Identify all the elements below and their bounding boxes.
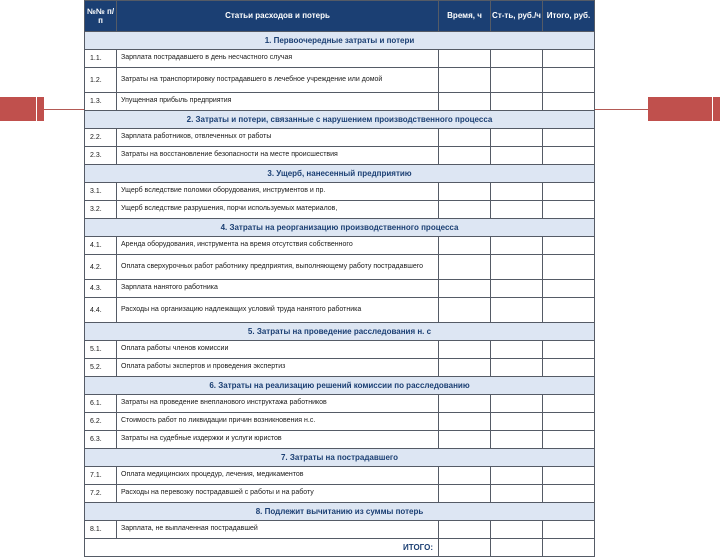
- total-label: ИТОГО:: [85, 539, 439, 557]
- row-text: Стоимость работ по ликвидации причин возникновения н.с.: [117, 413, 439, 431]
- row-text: Затраты на судебные издержки и услуги юристов: [117, 431, 439, 449]
- total-cell[interactable]: [543, 237, 595, 255]
- section-row: [85, 111, 595, 129]
- total-cell[interactable]: [543, 395, 595, 413]
- total-cell[interactable]: [543, 280, 595, 298]
- table-row: [85, 341, 595, 359]
- table-row: [85, 129, 595, 147]
- section-title: 5. Затраты на проведение расследования н. с: [85, 323, 595, 341]
- section-title: 8. Подлежит вычитанию из суммы потерь: [85, 503, 595, 521]
- header-rate: Ст-ть, руб./ч: [491, 1, 543, 32]
- row-text: Расходы на перевозку пострадавшей с работы и на работу: [117, 485, 439, 503]
- accent-tick: [712, 97, 713, 121]
- row-text: Аренда оборудования, инструмента на время отсутствия собственного: [117, 237, 439, 255]
- accent-bar-left: [0, 97, 44, 121]
- table-header-row: [85, 1, 595, 32]
- time-cell[interactable]: [439, 395, 491, 413]
- section-row: [85, 165, 595, 183]
- row-text: Расходы на организацию надлежащих условий труда нанятого работника: [117, 298, 439, 323]
- rate-cell[interactable]: [491, 413, 543, 431]
- time-cell[interactable]: [439, 359, 491, 377]
- header-time: Время, ч: [439, 1, 491, 32]
- row-num: 1.2.: [85, 68, 117, 93]
- row-text: Ущерб вследствие поломки оборудования, инструментов и пр.: [117, 183, 439, 201]
- table-row: [85, 201, 595, 219]
- row-num: 3.1.: [85, 183, 117, 201]
- section-row: [85, 32, 595, 50]
- total-cell[interactable]: [543, 129, 595, 147]
- table-row: [85, 395, 595, 413]
- table-row: [85, 521, 595, 539]
- row-num: 4.2.: [85, 255, 117, 280]
- rate-cell[interactable]: [491, 93, 543, 111]
- rate-cell[interactable]: [491, 395, 543, 413]
- rate-cell[interactable]: [491, 298, 543, 323]
- row-text: Оплата сверхурочных работ работнику предприятия, выполняющему работу пострадавшего: [117, 255, 439, 280]
- section-row: [85, 449, 595, 467]
- row-text: Затраты на восстановление безопасности на месте происшествия: [117, 147, 439, 165]
- cost-table: [84, 0, 595, 557]
- total-cell[interactable]: [543, 298, 595, 323]
- rate-cell[interactable]: [491, 467, 543, 485]
- rate-cell[interactable]: [491, 521, 543, 539]
- total-cell[interactable]: [543, 485, 595, 503]
- table-row: [85, 50, 595, 68]
- total-cell[interactable]: [543, 147, 595, 165]
- total-cell[interactable]: [543, 359, 595, 377]
- time-cell[interactable]: [439, 93, 491, 111]
- row-num: 6.3.: [85, 431, 117, 449]
- table-row: [85, 280, 595, 298]
- row-num: 2.3.: [85, 147, 117, 165]
- accent-bar-right: [648, 97, 720, 121]
- time-cell[interactable]: [439, 298, 491, 323]
- total-cell[interactable]: [543, 431, 595, 449]
- table-row: [85, 183, 595, 201]
- row-text: Затраты на проведение внепланового инструктажа работников: [117, 395, 439, 413]
- time-cell[interactable]: [439, 50, 491, 68]
- row-text: Оплата работы экспертов и проведения экспертиз: [117, 359, 439, 377]
- time-cell[interactable]: [439, 201, 491, 219]
- total-cell[interactable]: [543, 201, 595, 219]
- rate-cell[interactable]: [491, 359, 543, 377]
- total-time-cell[interactable]: [439, 539, 491, 557]
- rate-cell[interactable]: [491, 183, 543, 201]
- time-cell[interactable]: [439, 413, 491, 431]
- rate-cell[interactable]: [491, 201, 543, 219]
- header-title: Статьи расходов и потерь: [117, 1, 439, 32]
- total-rate-cell[interactable]: [491, 539, 543, 557]
- rate-cell[interactable]: [491, 485, 543, 503]
- rate-cell[interactable]: [491, 237, 543, 255]
- section-row: [85, 377, 595, 395]
- accent-line-left: [44, 109, 84, 110]
- row-text: Оплата медицинских процедур, лечения, медикаментов: [117, 467, 439, 485]
- row-text: Упущенная прибыль предприятия: [117, 93, 439, 111]
- table-row: [85, 467, 595, 485]
- row-num: 6.1.: [85, 395, 117, 413]
- row-num: 1.3.: [85, 93, 117, 111]
- section-title: 2. Затраты и потери, связанные с нарушением производственного процесса: [85, 111, 595, 129]
- time-cell[interactable]: [439, 147, 491, 165]
- rate-cell[interactable]: [491, 341, 543, 359]
- row-num: 7.2.: [85, 485, 117, 503]
- rate-cell[interactable]: [491, 431, 543, 449]
- time-cell[interactable]: [439, 237, 491, 255]
- row-num: 1.1.: [85, 50, 117, 68]
- time-cell[interactable]: [439, 129, 491, 147]
- table-row: [85, 237, 595, 255]
- table-row: [85, 147, 595, 165]
- section-title: 7. Затраты на пострадавшего: [85, 449, 595, 467]
- table-row: [85, 298, 595, 323]
- time-cell[interactable]: [439, 183, 491, 201]
- section-row: [85, 503, 595, 521]
- table-row: [85, 255, 595, 280]
- rate-cell[interactable]: [491, 50, 543, 68]
- accent-line-right: [594, 109, 648, 110]
- rate-cell[interactable]: [491, 280, 543, 298]
- row-text: Зарплата работников, отвлеченных от работы: [117, 129, 439, 147]
- row-text: Оплата работы членов комиссии: [117, 341, 439, 359]
- grand-total-cell[interactable]: [543, 539, 595, 557]
- total-cell[interactable]: [543, 68, 595, 93]
- row-num: 4.3.: [85, 280, 117, 298]
- row-text: Зарплата, не выплаченная пострадавшей: [117, 521, 439, 539]
- total-cell[interactable]: [543, 50, 595, 68]
- total-cell[interactable]: [543, 413, 595, 431]
- row-text: Зарплата нанятого работника: [117, 280, 439, 298]
- total-cell[interactable]: [543, 467, 595, 485]
- table-row: [85, 68, 595, 93]
- time-cell[interactable]: [439, 485, 491, 503]
- table-row: [85, 359, 595, 377]
- rate-cell[interactable]: [491, 129, 543, 147]
- row-num: 7.1.: [85, 467, 117, 485]
- time-cell[interactable]: [439, 341, 491, 359]
- total-cell[interactable]: [543, 93, 595, 111]
- row-num: 8.1.: [85, 521, 117, 539]
- time-cell[interactable]: [439, 280, 491, 298]
- rate-cell[interactable]: [491, 68, 543, 93]
- header-total: Итого, руб.: [543, 1, 595, 32]
- row-num: 3.2.: [85, 201, 117, 219]
- rate-cell[interactable]: [491, 147, 543, 165]
- row-num: 4.4.: [85, 298, 117, 323]
- total-cell[interactable]: [543, 183, 595, 201]
- header-num: №№ п/п: [85, 1, 117, 32]
- table-row: [85, 431, 595, 449]
- total-cell[interactable]: [543, 255, 595, 280]
- row-text: Зарплата пострадавшего в день несчастного случая: [117, 50, 439, 68]
- time-cell[interactable]: [439, 255, 491, 280]
- time-cell[interactable]: [439, 68, 491, 93]
- time-cell[interactable]: [439, 521, 491, 539]
- total-cell[interactable]: [543, 521, 595, 539]
- section-row: [85, 219, 595, 237]
- table-row: [85, 485, 595, 503]
- row-text: Ущерб вследствие разрушения, порчи используемых материалов,: [117, 201, 439, 219]
- section-title: 4. Затраты на реорганизацию производственного процесса: [85, 219, 595, 237]
- time-cell[interactable]: [439, 431, 491, 449]
- time-cell[interactable]: [439, 467, 491, 485]
- section-title: 1. Первоочередные затраты и потери: [85, 32, 595, 50]
- row-num: 4.1.: [85, 237, 117, 255]
- table-row: [85, 93, 595, 111]
- row-num: 6.2.: [85, 413, 117, 431]
- table-row: [85, 413, 595, 431]
- total-cell[interactable]: [543, 341, 595, 359]
- section-title: 3. Ущерб, нанесенный предприятию: [85, 165, 595, 183]
- row-num: 5.2.: [85, 359, 117, 377]
- rate-cell[interactable]: [491, 255, 543, 280]
- section-title: 6. Затраты на реализацию решений комиссии по расследованию: [85, 377, 595, 395]
- total-row: [85, 539, 595, 557]
- row-num: 2.2.: [85, 129, 117, 147]
- section-row: [85, 323, 595, 341]
- row-num: 5.1.: [85, 341, 117, 359]
- row-text: Затраты на транспортировку пострадавшего в лечебное учреждение или домой: [117, 68, 439, 93]
- accent-tick: [36, 97, 37, 121]
